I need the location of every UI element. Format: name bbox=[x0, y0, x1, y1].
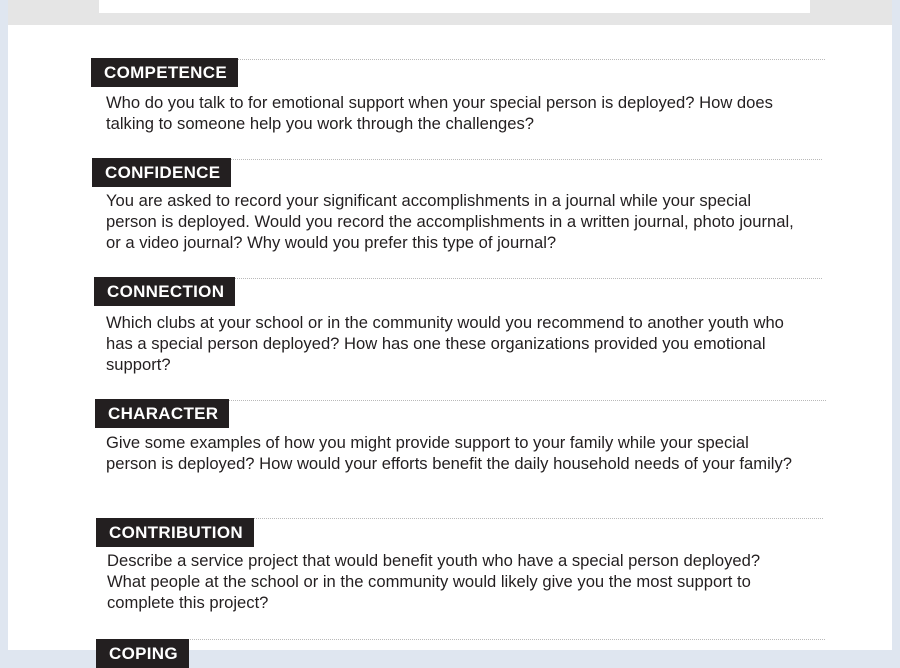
question-competence: Who do you talk to for emotional support when your special person is deployed? How does talking to someone help you work through the challenges? bbox=[106, 93, 773, 133]
question-connection: Which clubs at your school or in the community would you recommend to another youth who has a special person deployed? How has one these organizations provided you emotional support? bbox=[106, 313, 784, 374]
question-character: Give some examples of how you might provide support to your family while your special person is deployed? How would your efforts benefit the daily household needs of your family? bbox=[106, 433, 792, 473]
section-title-confidence: CONFIDENCE bbox=[92, 158, 231, 187]
worksheet-page bbox=[8, 25, 892, 663]
section-title-competence: COMPETENCE bbox=[91, 58, 238, 87]
question-contribution: Describe a service project that would benefit youth who have a special person deployed? What people at the school or in the community would likely give you the most support to complete this project? bbox=[107, 551, 761, 612]
previous-page-band bbox=[8, 0, 892, 25]
section-title-connection: CONNECTION bbox=[94, 277, 235, 306]
section-title-coping: COPING bbox=[96, 639, 189, 668]
question-confidence: You are asked to record your significant accomplishments in a journal while your special person is deployed. Would you record the accomplishments in a written journal, photo journal, or a video journal? Why would you prefer this type of journal? bbox=[106, 191, 794, 252]
section-divider bbox=[97, 639, 825, 640]
previous-page-box bbox=[99, 0, 810, 13]
section-title-contribution: CONTRIBUTION bbox=[96, 518, 254, 547]
section-title-character: CHARACTER bbox=[95, 399, 229, 428]
